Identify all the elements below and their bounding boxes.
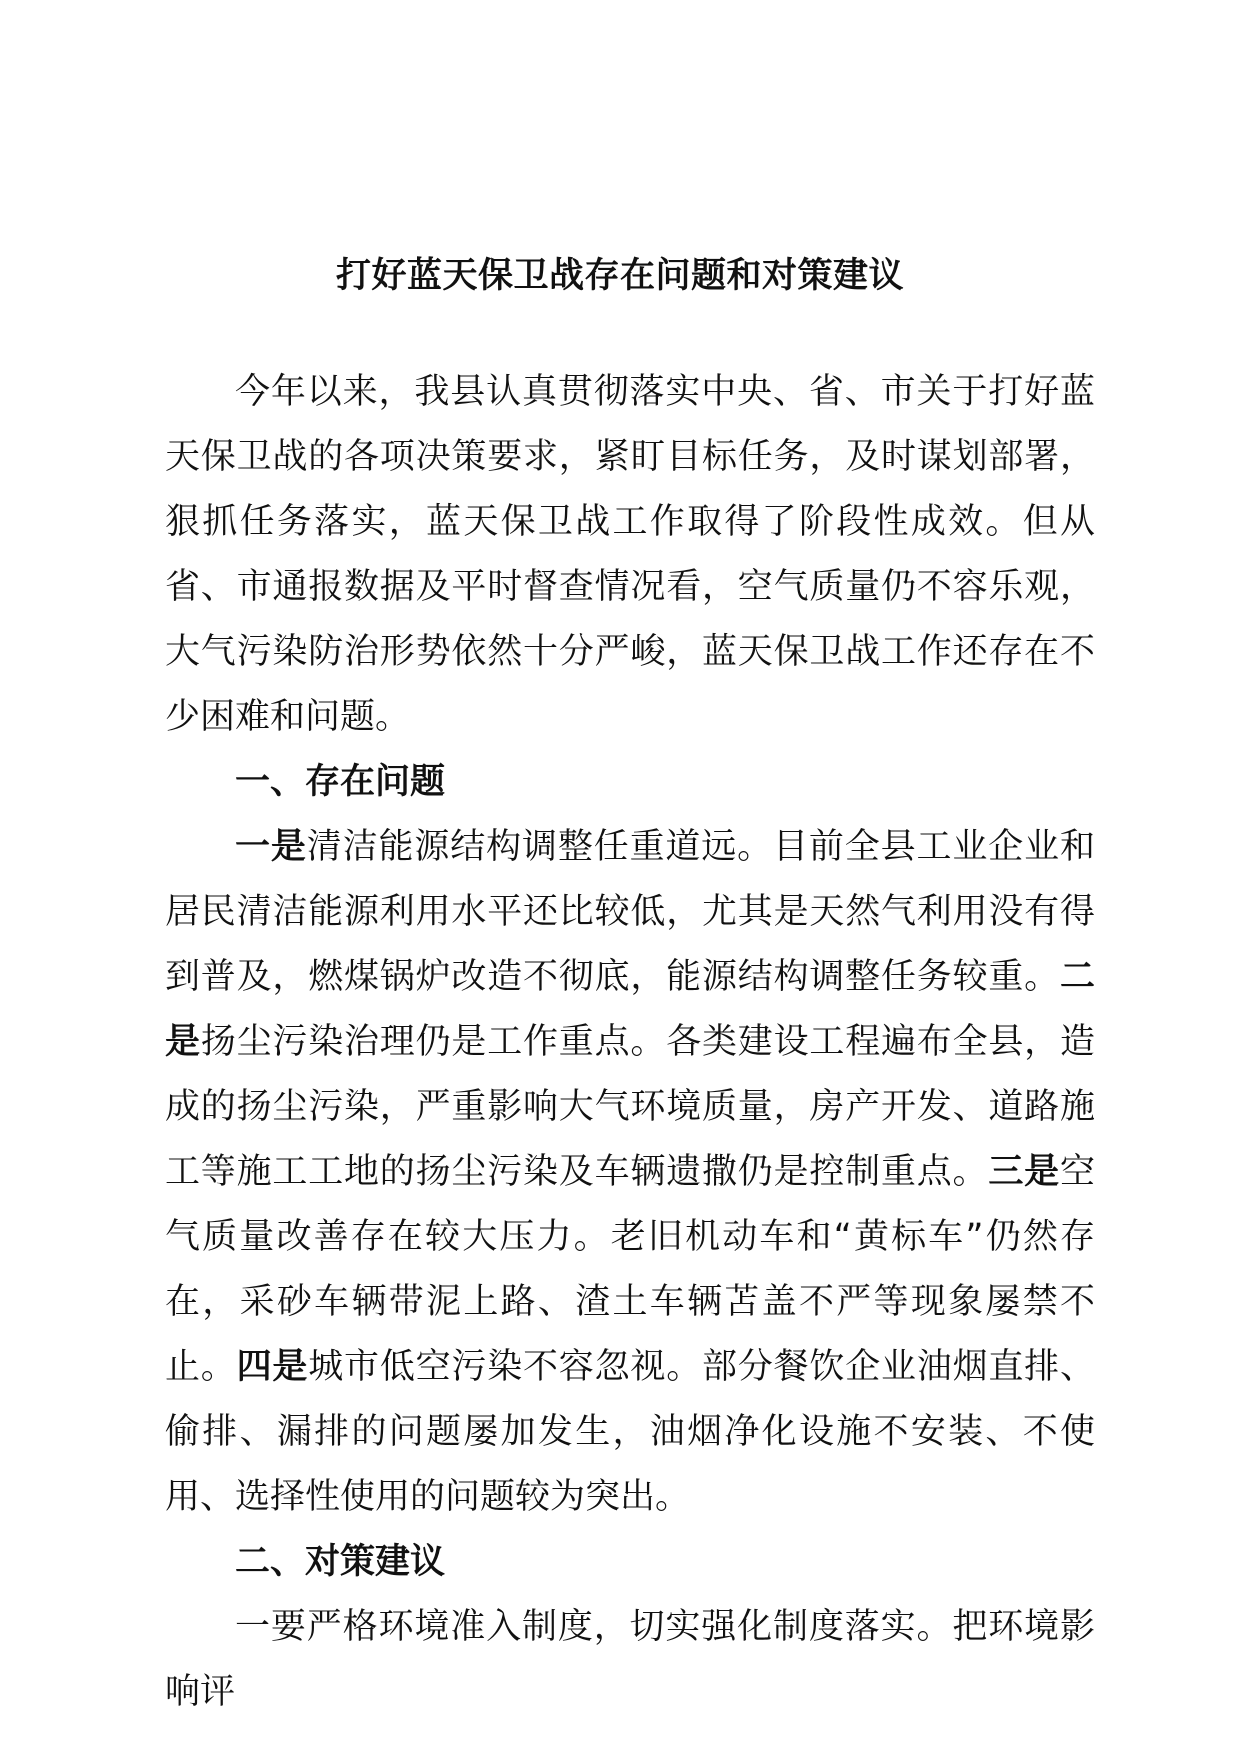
suggestions-paragraph: 一要严格环境准入制度，切实强化制度落实。把环境影响评 (165, 1607, 1095, 1712)
problem-4-lead: 四是 (236, 1347, 309, 1387)
problem-3-lead: 三是 (988, 1152, 1060, 1192)
problem-3-text: 空气质量改善存在较大压力。老旧机动车和“黄标车”仍然存在，采砂车辆带泥上路、渣土车辆苫盖不严等现象屡禁不止。 (165, 1152, 1095, 1387)
intro-paragraph: 今年以来，我县认真贯彻落实中央、省、市关于打好蓝天保卫战的各项决策要求，紧盯目标任务，及时谋划部署，狠抓任务落实，蓝天保卫战工作取得了阶段性成效。但从省、市通报数据及平时督查情况看，空气质量仍不容乐观，大气污染防治形势依然十分严峻，蓝天保卫战工作还存在不少困难和问题。 (165, 372, 1095, 737)
document-title: 打好蓝天保卫战存在问题和对策建议 (335, 256, 904, 296)
problems-paragraph (165, 815, 1095, 1530)
section-heading-problems: 一、存在问题 (235, 762, 446, 802)
problem-2-lead: 二是 (165, 957, 1095, 1062)
section-heading-suggestions: 二、对策建议 (235, 1542, 446, 1582)
problem-1-lead: 一是 (235, 827, 307, 867)
problem-2-text: 扬尘污染治理仍是工作重点。各类建设工程遍布全县，造成的扬尘污染，严重影响大气环境质量，房产开发、道路施工等施工工地的扬尘污染及车辆遗撒仍是控制重点。 (165, 1022, 1095, 1192)
problem-4-text: 城市低空污染不容忽视。部分餐饮企业油烟直排、偷排、漏排的问题屡加发生，油烟净化设施不安装、不使用、选择性使用的问题较为突出。 (165, 1347, 1095, 1517)
problem-1-text: 清洁能源结构调整任重道远。目前全县工业企业和居民清洁能源利用水平还比较低，尤其是天然气利用没有得到普及，燃煤锅炉改造不彻底，能源结构调整任务较重。 (165, 827, 1095, 997)
document-body (165, 360, 1095, 1725)
